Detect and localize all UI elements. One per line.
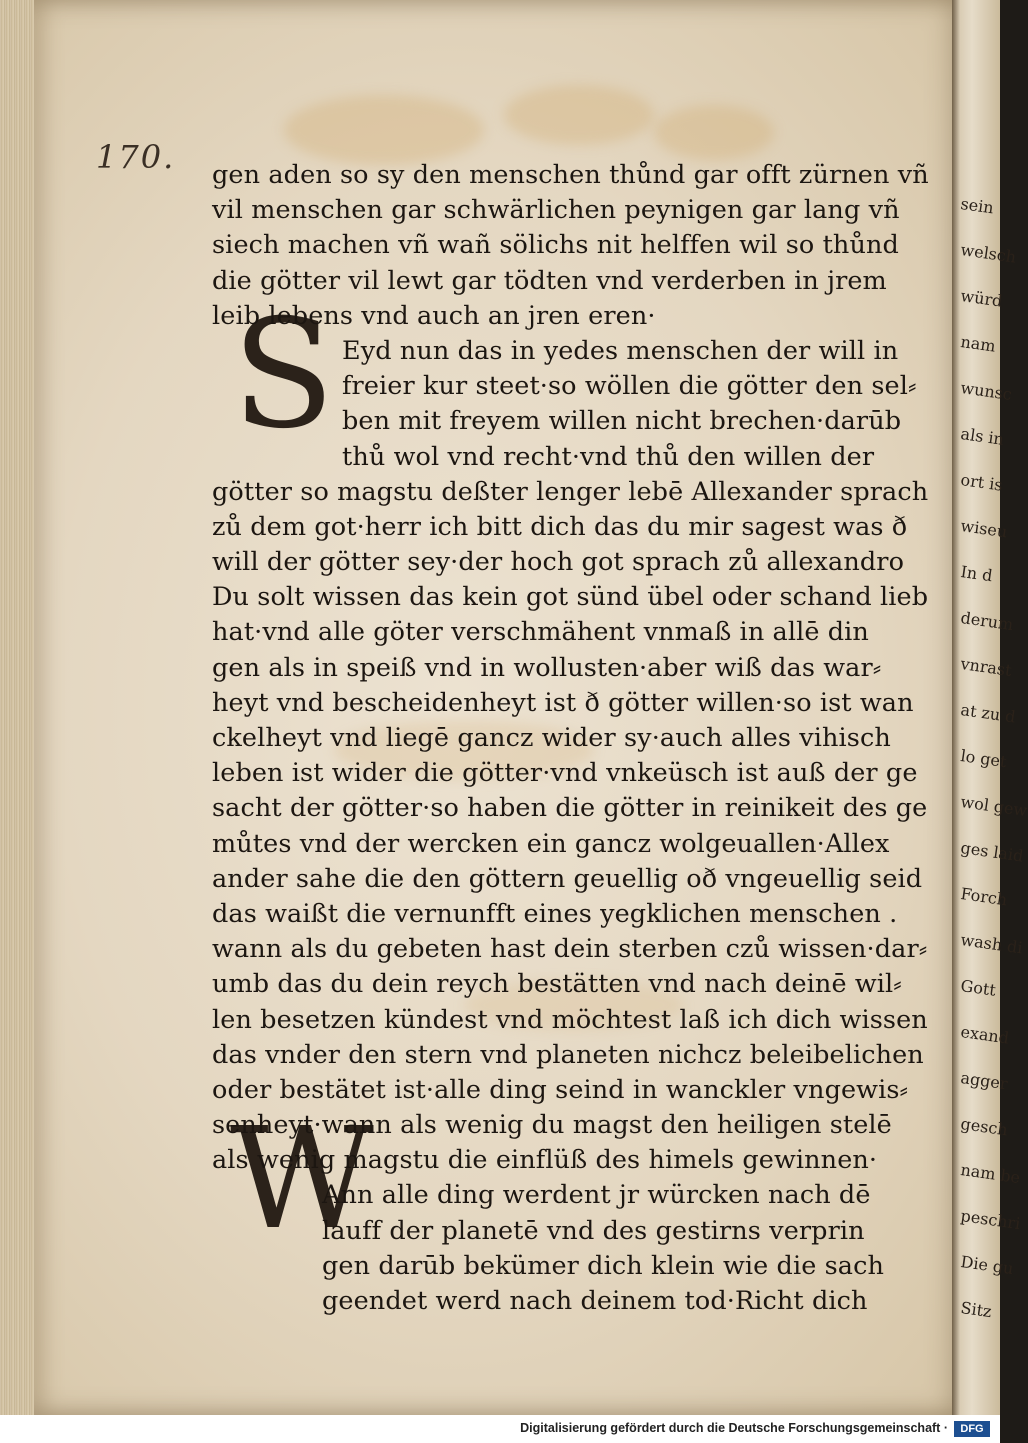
next-page-fragment: nam be <box>959 1160 1022 1188</box>
text-line: wann als du gebeten hast dein sterben czů wissen·dar⸗ <box>212 934 928 965</box>
next-page-fragment: Forch <box>959 884 1009 910</box>
text-line: leben ist wider die götter·vnd vnkeüsch ist auß der ge <box>212 758 918 789</box>
text-line: oder bestätet ist·alle ding seind in wanckler vngewis⸗ <box>212 1074 909 1105</box>
text-line: freier kur steet·so wöllen die götter den sel⸗ <box>342 371 917 402</box>
next-page-fragment: derum <box>959 608 1015 635</box>
drop-cap-s: S <box>232 288 335 462</box>
text-line: senheyt·wann als wenig du magst den heiligen stelē <box>212 1110 892 1141</box>
text-line: Ann alle ding werdent jr würcken nach dē <box>322 1180 871 1211</box>
next-page-fragment: Sitz <box>959 1298 993 1322</box>
text-line: len besetzen kündest vnd möchtest laß ich dich wissen <box>212 1004 928 1035</box>
text-line: Du solt wissen das kein got sünd übel oder schand lieb <box>212 582 929 613</box>
next-page-fragment: wiseu <box>959 516 1009 542</box>
text-line: heyt vnd bescheidenheyt ist ð götter willen·so ist wan <box>212 687 914 718</box>
text-line: will der götter sey·der hoch got sprach zů allexandro <box>212 547 905 578</box>
next-page-fragment: agger <box>959 1068 1009 1094</box>
text-line: vil menschen gar schwärlichen peynigen gar lang vñ <box>212 195 900 226</box>
text-line: thů wol vnd recht·vnd thů den willen der <box>342 441 875 472</box>
next-page-fragment: vnrast <box>959 654 1013 680</box>
text-line: zů dem got·herr ich bitt dich das du mir sagest was ð <box>212 511 908 542</box>
page-stack-edge <box>0 0 38 1415</box>
next-page-fragment: sein <box>959 194 995 218</box>
next-page-fragment: Gott <box>959 976 998 1000</box>
text-line: ckelheyt vnd liegē gancz wider sy·auch alles vihisch <box>212 723 891 753</box>
text-line: götter so magstu deßter lenger lebē Allexander sprach <box>212 476 929 507</box>
folio-number: 170. <box>96 138 176 176</box>
text-line: umb das du dein reych bestätten vnd nach deinē wil⸗ <box>212 969 902 1000</box>
text-line: geendet werd nach deinem tod·Richt dich <box>322 1286 868 1316</box>
text-line: Eyd nun das in yedes menschen der will in <box>342 335 899 366</box>
text-line: die götter vil lewt gar tödten vnd verderben in jrem <box>212 265 887 296</box>
text-line: das vnder den stern vnd planeten nichcz beleibelichen <box>212 1039 924 1070</box>
next-page-fragment: wol gew <box>959 792 1028 821</box>
footer-bar <box>0 1415 1000 1443</box>
text-line: ben mit freyem willen nicht brechen·darūb <box>342 406 902 437</box>
next-page-edge <box>952 0 1028 1415</box>
dfg-logo-icon: DFG <box>954 1421 990 1437</box>
drop-cap-w: W <box>230 1098 374 1261</box>
next-page-fragment: ort is <box>959 470 1004 495</box>
funding-note: Digitalisierung gefördert durch die Deutsche Forschungsgemeinschaft · <box>520 1421 948 1435</box>
book-page <box>34 0 970 1415</box>
text-line: das waißt die vernunfft eines yegklichen menschen . <box>212 898 898 929</box>
next-page-fragment: nam <box>959 332 997 356</box>
text-line: gen darūb bekümer dich klein wie die sach <box>322 1250 884 1281</box>
text-line: gen aden so sy den menschen thůnd gar offt zürnen vñ <box>212 160 929 190</box>
text-line: leib lebens vnd auch an jren eren· <box>212 300 656 331</box>
next-page-fragment: wunsc <box>959 378 1014 404</box>
next-page-fragment: gesch <box>959 1114 1009 1140</box>
next-page-fragment: würd <box>959 286 1004 311</box>
next-page-fragment: Die gu <box>959 1252 1015 1279</box>
next-page-fragment: wash di <box>959 930 1024 958</box>
text-line: můtes vnd der wercken ein gancz wolgeuallen·Allex <box>212 828 890 859</box>
text-line: sacht der götter·so haben die götter in reinikeit des ge <box>212 793 928 824</box>
next-page-fragment: peschri <box>959 1206 1022 1234</box>
next-page-fragment: at zu d <box>959 700 1017 727</box>
text-line: lauff der planetē vnd des gestirns verprin <box>322 1215 865 1246</box>
next-page-fragment: lo get <box>959 746 1008 772</box>
text-line: ander sahe die den göttern geuellig oð vngeuellig seid <box>212 863 923 894</box>
next-page-fragment: exand <box>959 1022 1011 1048</box>
text-line: siech machen vñ wañ sölichs nit helffen wil so thůnd <box>212 230 899 261</box>
next-page-fragment: ges laid <box>959 838 1025 866</box>
next-page-fragment: welsch <box>959 240 1018 267</box>
next-page-fragment: als in <box>959 424 1006 449</box>
text-line: gen als in speiß vnd in wollusten·aber wiß das war⸗ <box>212 652 882 683</box>
next-page-fragment: In d <box>959 562 994 586</box>
text-column <box>212 158 929 1319</box>
text-line: hat·vnd alle göter verschmähent vnmaß in allē din <box>212 617 869 648</box>
text-line: als wenig magstu die einflüß des himels gewinnen· <box>212 1145 878 1176</box>
